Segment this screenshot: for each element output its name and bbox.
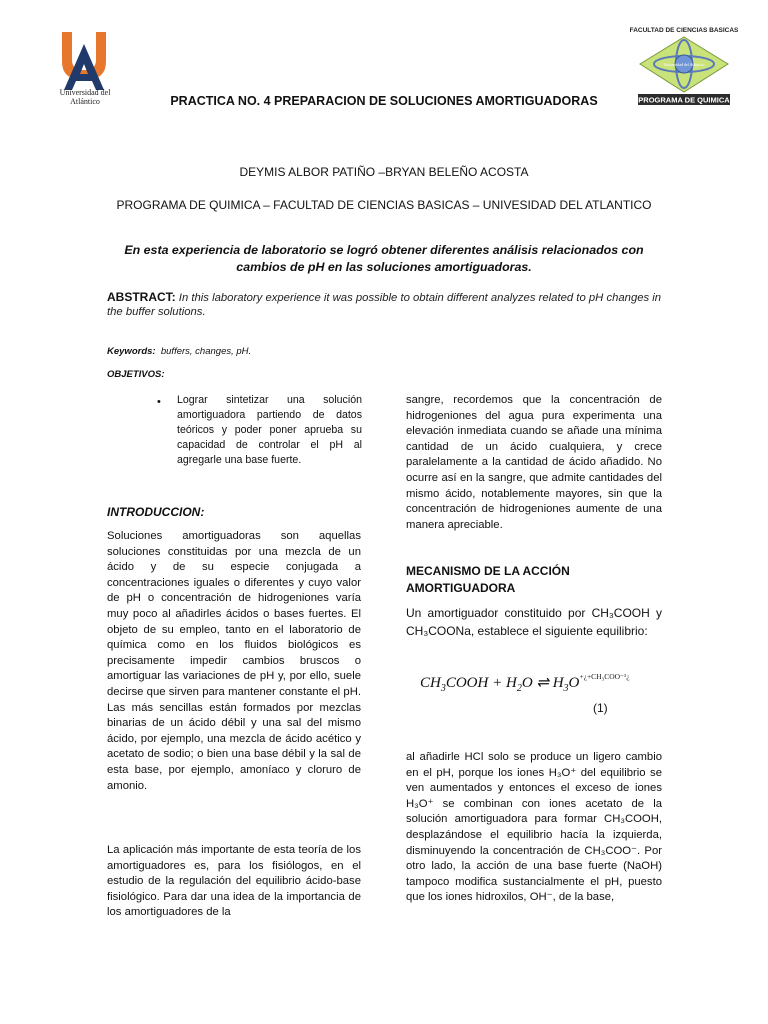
introduction-paragraph-1: Soluciones amortiguadoras son aquellas soluciones constituidas por una mezcla de un ácido y de su especie conjugada a concentraciones iguales o diferentes y cuyo valor de pH o concentración de hidrogeniones varía muy poco al añadirles ácidos o bases fuertes. El objeto de su empleo, tanto en el laboratorio de química como en los fluidos biológicos es precisamente impedir cambios bruscos o amortiguar las variaciones de pH y, por ello, suele decirse que sirven para mantener constante el pH. Las más sencillas están formados por mezclas binarias de un ácido débil y una sal del mismo ácido, por ejemplo, una mezcla de ácido acético y acetato de sodio; o bien una base débil y la sal de esta base, por ejemplo, amoníaco y cloruro de amonio.	[107, 530, 361, 792]
eq-part: O	[568, 675, 580, 691]
keywords	[107, 346, 251, 357]
mechanism-heading: MECANISMO DE LA ACCIÓN AMORTIGUADORA	[406, 564, 570, 595]
eq-sub: 3	[563, 683, 569, 694]
introduction-paragraph-2: La aplicación más importante de esta teoría de los amortiguadores es, para los fisiólogos, en el estudio de la regulación del equilibrio ácido-base fisiológico. Para dar una idea de la importancia de los amortiguadores de la	[107, 844, 361, 919]
eq-part: CH	[420, 675, 441, 691]
mechanism-intro: Un amortiguador constituido por CH₃COOH y CH₃COONa, establece el siguiente equilibrio:	[406, 606, 662, 638]
objective-item: Lograr sintetizar una solución amortiguadora partiendo de datos teóricos y poder poner aprueba su capacidad de controlar el pH al agregarle una base fuerte.	[177, 394, 362, 466]
affiliation: PROGRAMA DE QUIMICA – FACULTAD DE CIENCIAS BASICAS – UNIVESIDAD DEL ATLANTICO	[116, 198, 652, 212]
eq-superscript: +¿+CH₃COO⁻¹¿	[579, 672, 630, 681]
keywords-text: buffers, changes, pH.	[160, 346, 252, 357]
eq-part: O ⇌ H	[521, 675, 564, 691]
faculty-logo-center-text: Universidad del Atlántico	[663, 62, 705, 67]
abstract-label: ABSTRACT:	[107, 290, 176, 304]
eq-part: COOH + H	[445, 675, 517, 691]
objectives-heading: OBJETIVOS:	[107, 369, 165, 380]
eq-sub: 3	[440, 683, 446, 694]
introduction-heading: INTRODUCCION:	[107, 505, 205, 519]
faculty-logo-banner-text: PROGRAMA DE QUIMICA	[638, 95, 730, 105]
equilibrium-equation	[420, 672, 630, 694]
eq-sub: 2	[516, 683, 522, 694]
introduction-paragraph-3: sangre, recordemos que la concentración de hidrogeniones del agua pura experimenta una elevación inmediata cuando se añade una mínima cantidad de un ácido cualquiera, y crece paralelamente a la cantidad de ácido añadido. No ocurre así en la sangre, que admite cantidades del mismo ácido, notablemente mayores, sin que la concentración de hidrogeniones aumente de una manera apreciable.	[406, 394, 662, 531]
summary: En esta experiencia de laboratorio se logró obtener diferentes análisis relacionados con cambios de pH en las soluciones amortiguadoras.	[124, 243, 644, 274]
abstract-text: In this laboratory experience it was possible to obtain different analyzes related to pH changes in the buffer solutions.	[107, 292, 662, 318]
keywords-label: Keywords:	[107, 346, 156, 357]
paper-title: PRACTICA NO. 4 PREPARACION DE SOLUCIONES AMORTIGUADORAS	[170, 94, 598, 108]
mechanism-paragraph: al añadirle HCl solo se produce un ligero cambio en el pH, porque los iones H₃O⁺ del equilibrio se ven aumentados y entonces el exceso de iones H₃O⁺ se combinan con iones acetato de la solución amortiguadora para formar CH₃COOH, desplazándose el equilibrio hacía la izquierda, disminuyendo la concentración de CH₃COO⁻. Por otro lado, la acción de una base fuerte (NaOH) tampoco modifica sustancialmente el pH, puesto que los iones hidroxilos, OH⁻, de la base,	[406, 751, 662, 904]
abstract	[107, 290, 667, 319]
bullet-icon: •	[157, 396, 161, 408]
faculty-logo-top-text: FACULTAD DE CIENCIAS BASICAS	[629, 27, 739, 34]
faculty-logo	[620, 24, 748, 106]
authors: DEYMIS ALBOR PATIÑO –BRYAN BELEÑO ACOSTA	[239, 165, 529, 179]
university-logo-text: Universidad del Atlántico	[59, 88, 111, 106]
equation-number: (1)	[593, 701, 608, 715]
